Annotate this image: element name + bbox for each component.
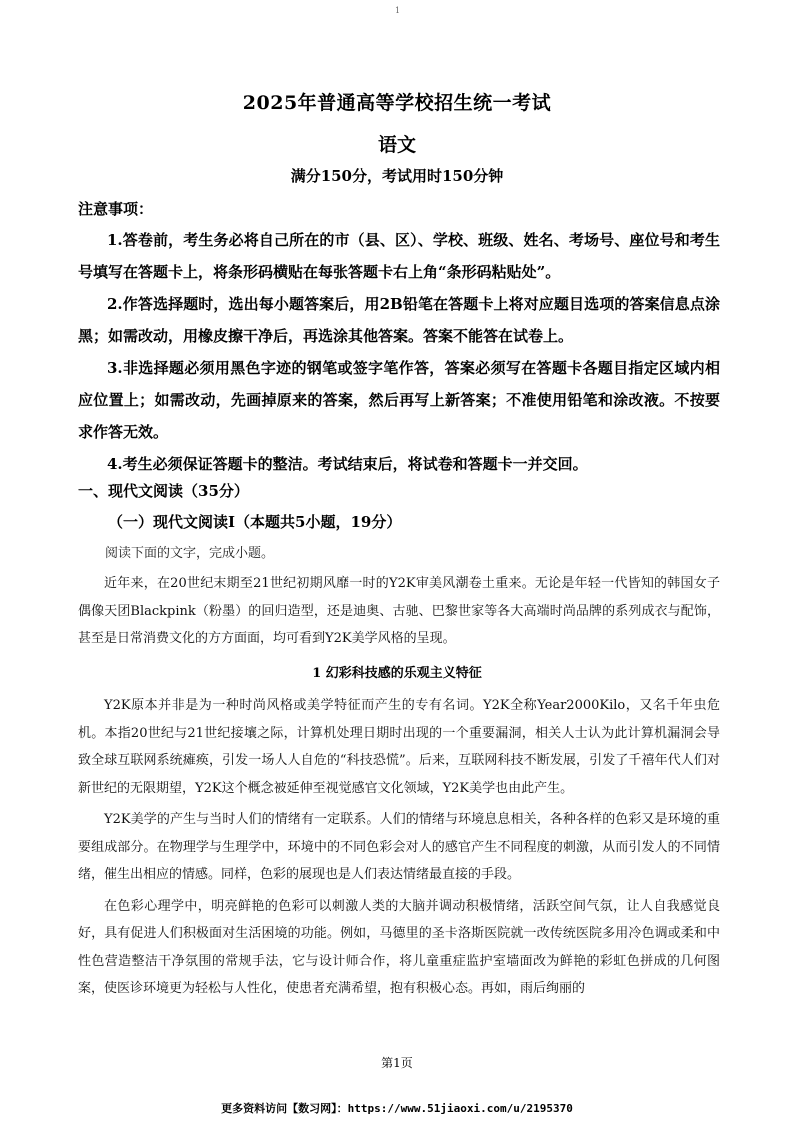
footer-label: 更多资料访问【数习网】：	[221, 1102, 348, 1115]
intro-paragraph: 近年来，在20世纪末期至21世纪初期风靡一时的Y2K审美风潮卷土重来。无论是年轻一代皆知的韩国女子偶像天团Blackpink（粉墨）的回归造型，还是迪奥、古驰、巴黎世家等各大高端时尚品牌的系列成衣与配饰，甚至是日常消费文化的方方面面，均可看到Y2K美学风格的呈现。	[78, 576, 720, 646]
passage-paragraph: 在色彩心理学中，明亮鲜艳的色彩可以刺激人类的大脑并调动积极情绪，活跃空间气氛，让人自我感觉良好，具有促进人们积极面对生活困境的功能。例如，马德里的圣卡洛斯医院就一改传统医院多用冷色调或柔和中性色营造整洁干净氛围的常规手法，它与设计师合作，将儿童重症监护室墙面改为鲜艳的彩虹色拼成的几何图案，使医诊环境更为轻松与人性化，使患者充满希望，抱有积极心态。再如，雨后绚丽的	[78, 898, 720, 996]
part-heading: 1 幻彩科技感的乐观主义特征	[312, 666, 482, 681]
footer-link[interactable]	[0, 1100, 794, 1116]
reading-instruction: 阅读下面的文字，完成小题。	[105, 546, 275, 561]
score-info: 满分150分，考试用时150分钟	[290, 167, 504, 185]
intro-paragraph-block	[78, 570, 720, 653]
notice-item: 2.作答选择题时，选出每小题答案后，用2B铅笔在答题卡上将对应题目选项的答案信息点涂黑；如需改动，用橡皮擦干净后，再选涂其他答案。答案不能答在试卷上。	[78, 295, 720, 345]
passage-body	[78, 692, 720, 1003]
notice-item: 4.考生必须保证答题卡的整洁。考试结束后，将试卷和答题卡一并交回。	[107, 455, 588, 473]
notice-heading: 注意事项：	[78, 200, 154, 218]
notice-list	[78, 224, 720, 480]
subject-title: 语文	[377, 134, 416, 156]
notice-item: 3.非选择题必须用黑色字迹的钢笔或签字笔作答，答案必须写在答题卡各题目指定区域内相应位置上；如需改动，先画掉原来的答案，然后再写上新答案；不准使用铅笔和涂改液。不按要求作答无效。	[78, 359, 720, 441]
subsection-title: （一）现代文阅读Ⅰ（本题共5小题，19分）	[108, 513, 402, 531]
top-mark: 1	[395, 6, 401, 15]
page-number: 第1页	[381, 1056, 413, 1070]
passage-paragraph: Y2K原本并非是为一种时尚风格或美学特征而产生的专有名词。Y2K全称Year2000Kilo，又名千年虫危机。本指20世纪与21世纪接壤之际，计算机处理日期时出现的一个重要漏洞，相关人士认为此计算机漏洞会导致全球互联网系统瘫痪，引发一场人人自危的“科技恐慌”。后来，互联网科技不断发展，引发了千禧年代人们对新世纪的无限期望，Y2K这个概念被延伸至视觉感官文化领域，Y2K美学也由此产生。	[78, 698, 720, 796]
notice-item: 1.答卷前，考生务必将自己所在的市（县、区）、学校、班级、姓名、考场号、座位号和考生号填写在答题卡上，将条形码横贴在每张答题卡右上角“条形码粘贴处”。	[78, 231, 720, 281]
section-title: 一、现代文阅读（35分）	[78, 482, 249, 500]
passage-paragraph: Y2K美学的产生与当时人们的情绪有一定联系。人们的情绪与环境息息相关，各种各样的色彩又是环境的重要组成部分。在物理学与生理学中，环境中的不同色彩会对人的感官产生不同程度的刺激，从而引发人的不同情绪，催生出相应的情感。同样，色彩的展现也是人们表达情绪最直接的手段。	[78, 812, 720, 882]
footer-url[interactable]: https://www.51jiaoxi.com/u/2195370	[347, 1102, 573, 1115]
exam-title: 2025年普通高等学校招生统一考试	[242, 92, 552, 114]
